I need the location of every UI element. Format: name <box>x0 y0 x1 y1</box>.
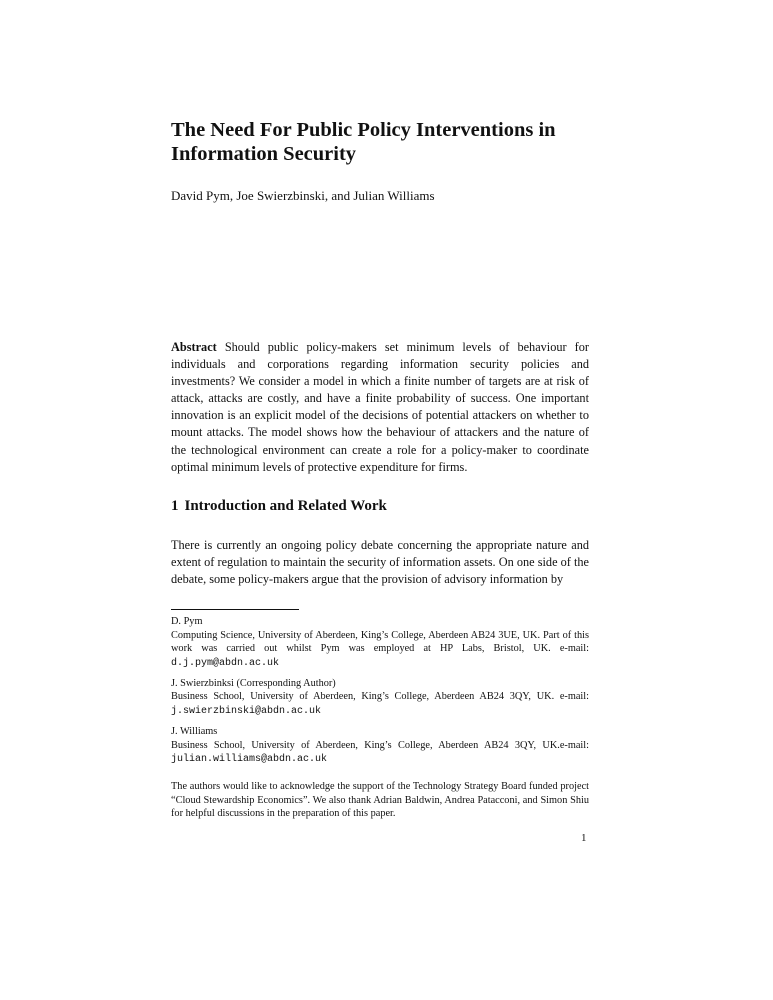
footnote-name: J. Williams <box>171 726 218 738</box>
footnote-author <box>171 677 589 719</box>
footnote-affiliation: Computing Science, University of Aberdeen, King’s College, Aberdeen AB24 3UE, UK. Part of this work was carried out whilst Pym was employed at HP Labs, Bristol, UK. e-mail: d.j.pym@abdn.ac.uk <box>171 629 589 669</box>
email-link[interactable]: julian.williams@abdn.ac.uk <box>171 754 328 766</box>
page-number: 1 <box>581 832 587 844</box>
footnote-name: D. Pym <box>171 616 203 627</box>
introduction-paragraph: There is currently an ongoing policy debate concerning the appropriate nature and extent of regulation to maintain the security of information assets. On one side of the debate, some policy-makers argue that the provision of advisory information by <box>171 538 589 587</box>
footnote-affiliation: Business School, University of Aberdeen, King’s College, Aberdeen AB24 3QY, UK. e-mail: j.swierzbinski@abdn.ac.uk <box>171 691 589 718</box>
footnote-author <box>171 725 589 767</box>
title-line-2: Information Security <box>171 143 357 165</box>
section-title: Introduction and Related Work <box>184 498 387 514</box>
email-link[interactable]: d.j.pym@abdn.ac.uk <box>171 657 280 669</box>
paper-title <box>171 118 611 166</box>
abstract-label: Abstract <box>171 340 217 354</box>
title-line-1: The Need For Public Policy Interventions in <box>171 119 556 141</box>
footnote-affiliation: Business School, University of Aberdeen, King’s College, Aberdeen AB24 3QY, UK.e-mail: julian.williams@abdn.ac.uk <box>171 739 589 766</box>
footnotes <box>171 615 589 831</box>
abstract-text: Should public policy-makers set minimum levels of behaviour for individuals and corporations regarding information security policies and investments? We consider a model in which a finite number of targets are at risk of attack, attacks are costly, and have a finite probability of success. One important innovation is an explicit model of the decisions of potential attackers on whether to mount attacks. The model shows how the behaviour of attackers and the nature of the technological environment can create a role for a policy-maker to coordinate optimal minimum levels of protective expenditure for firms. <box>171 340 589 474</box>
footnote-divider <box>171 609 299 610</box>
abstract <box>171 339 589 476</box>
footnote-author <box>171 615 589 670</box>
author-list: David Pym, Joe Swierzbinski, and Julian Williams <box>171 188 435 203</box>
email-link[interactable]: j.swierzbinski@abdn.ac.uk <box>171 706 322 718</box>
footnote-name: J. Swierzbinksi (Corresponding Author) <box>171 677 336 689</box>
section-number: 1 <box>171 498 179 514</box>
acknowledgement: The authors would like to acknowledge the support of the Technology Strategy Board funded project “Cloud Stewardship Economics”. We also thank Adrian Baldwin, Andrea Patacconi, and Simon Shiu for helpful discussions in the preparation of this paper. <box>171 780 589 820</box>
section-heading-introduction <box>171 498 387 515</box>
